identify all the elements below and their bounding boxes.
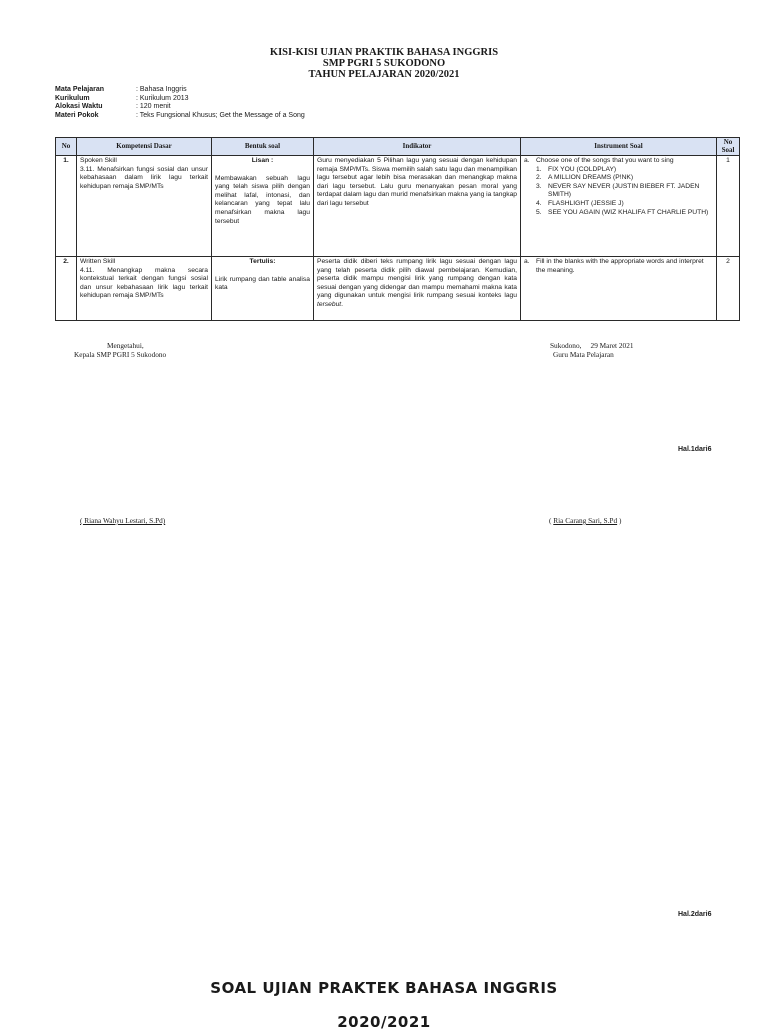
bentuk-cell bbox=[212, 156, 314, 257]
song-item: 1. FIX YOU (COLDPLAY) bbox=[536, 165, 617, 173]
table-row bbox=[56, 156, 740, 257]
song-item: 4. FLASHLIGHT (JESSIE J) bbox=[536, 199, 624, 207]
meta-row: Kurikulum : Kurikulum 2013 bbox=[55, 94, 189, 102]
instrument-text: Fill in the blanks with the appropriate words and interpret the meaning. bbox=[536, 258, 704, 274]
kd-title: Spoken Skill bbox=[80, 157, 117, 164]
kisi-kisi-table bbox=[55, 137, 740, 321]
instrument-item: a. Fill in the blanks with the appropriate words and interpret the meaning. bbox=[524, 258, 713, 275]
table-header-row bbox=[56, 138, 740, 156]
left-signer-name: ( Riana Wahyu Lestari, S.Pd) bbox=[80, 516, 166, 525]
page2-title: SOAL UJIAN PRAKTEK BAHASA INGGRIS bbox=[210, 979, 558, 997]
col-header-instrument: Instrument Soal bbox=[521, 138, 717, 156]
bentuk-text: Membawakan sebuah lagu yang telah siswa pilih dengan melihat lafal, intonasi, dan kelancaran yang tepat lalu menafsirkan makna lagu tersebut bbox=[215, 174, 310, 225]
title-line-3: TAHUN PELAJARAN 2020/2021 bbox=[308, 69, 460, 80]
instrument-cell bbox=[521, 257, 717, 321]
kd-text: 3.11. Menafsirkan fungsi sosial dan unsur kebahasaan dalam lirik lagu terkait kehidupan remaja SMP/MTs bbox=[80, 165, 208, 190]
indikator-cell: Guru menyediakan 5 Pilihan lagu yang sesuai dengan kehidupan remaja SMP/MTs. Siswa memilih salah satu lagu dan menampilkan lagu tersebut agar lebih bisa merasakan dan menangkap makna dari lagu tersebut. Lalu guru menanyakan pesan moral yang terdapat dalam lagu dan murid menafsirkan makna yang ia tangkap dari lagu tersebut bbox=[314, 156, 521, 257]
bentuk-text: Lirik rumpang dan table analisa kata bbox=[215, 275, 310, 292]
col-header-no-soal: No Soal bbox=[717, 138, 740, 156]
row-number: 2. bbox=[56, 257, 77, 321]
page-number-2: Hal.2dari6 bbox=[678, 911, 712, 918]
meta-row: Mata Pelajaran : Bahasa Inggris bbox=[55, 86, 187, 93]
no-soal-cell: 2 bbox=[717, 257, 740, 321]
right-signer-name: ( Ria Carang Sari, S.Pd ) bbox=[549, 516, 622, 525]
italic-word: tersebut bbox=[317, 300, 342, 308]
table-row bbox=[56, 257, 740, 321]
bentuk-cell bbox=[212, 257, 314, 321]
col-header-no: No bbox=[56, 138, 77, 156]
page-number-1: Hal.1dari6 bbox=[678, 446, 712, 453]
instrument-cell bbox=[521, 156, 717, 257]
meta-row: Alokasi Waktu : 120 menit bbox=[55, 103, 171, 111]
right-sign-line-1: Sukodono, 29 Maret 2021 bbox=[550, 341, 634, 350]
title-line-2: SMP PGRI 5 SUKODONO bbox=[322, 58, 446, 69]
title-line-1: KISI-KISI UJIAN PRAKTIK BAHASA INGGRIS bbox=[269, 47, 499, 58]
row-number: 1. bbox=[56, 156, 77, 257]
song-item: 2. A MILLION DREAMS (P!NK) bbox=[536, 174, 634, 182]
bentuk-title: Lisan : bbox=[251, 157, 274, 164]
song-item: 5. SEE YOU AGAIN (WIZ KHALIFA FT CHARLIE PUTH) bbox=[536, 208, 709, 216]
document-title bbox=[0, 47, 768, 80]
subject-info bbox=[55, 86, 305, 120]
col-header-indikator: Indikator bbox=[314, 138, 521, 156]
meta-row: Materi Pokok : Teks Fungsional Khusus; Get the Message of a Song bbox=[55, 111, 305, 119]
bentuk-title: Tertulis: bbox=[249, 258, 276, 265]
kd-title: Written Skill bbox=[80, 258, 116, 265]
col-header-kompetensi: Kompetensi Dasar bbox=[77, 138, 212, 156]
no-soal-cell: 1 bbox=[717, 156, 740, 257]
col-header-bentuk: Bentuk soal bbox=[212, 138, 314, 156]
kompetensi-cell bbox=[77, 156, 212, 257]
instrument-item: a. Choose one of the songs that you want to sing 1. FIX YOU (COLDPLAY) 2. A MILLION DREAMS (P!NK) 3. NEVER SAY NEVER (JUSTIN BIEBER FT. JADEN SMITH) 4. FLASHLIGHT (JESSIE J) 5. SEE YOU AGAIN (WIZ KHALIFA FT CHARLIE PUTH) bbox=[524, 157, 713, 217]
left-sign-line-1: Mengetahui, bbox=[107, 341, 144, 350]
page2-year: 2020/2021 bbox=[337, 1013, 431, 1031]
indikator-cell: Peserta didik diberi teks rumpang lirik lagu sesuai dengan lagu yang telah peserta didik pilih diawal pembelajaran. Kemudian, peserta didik mampu mengisi lirik yang rumpang dengan kata sesuai dengan yang didengar dan mampu memahami makna kata yang digunakan untuk mengisi lirik rumpang sesuai konteks lagu tersebut. bbox=[314, 257, 521, 321]
kompetensi-cell bbox=[77, 257, 212, 321]
instrument-text: Choose one of the songs that you want to sing bbox=[536, 157, 674, 164]
kd-text: 4.11. Menangkap makna secara kontekstual terkait dengan fungsi sosial dan unsur kebahasaan lirik lagu terkait kehidupan remaja SMP/MTs bbox=[80, 266, 208, 300]
right-sign-line-2: Guru Mata Pelajaran bbox=[553, 350, 614, 359]
left-sign-line-2: Kepala SMP PGRI 5 Sukodono bbox=[74, 350, 167, 359]
song-item: 3. NEVER SAY NEVER (JUSTIN BIEBER FT. JADEN SMITH) bbox=[536, 182, 700, 199]
